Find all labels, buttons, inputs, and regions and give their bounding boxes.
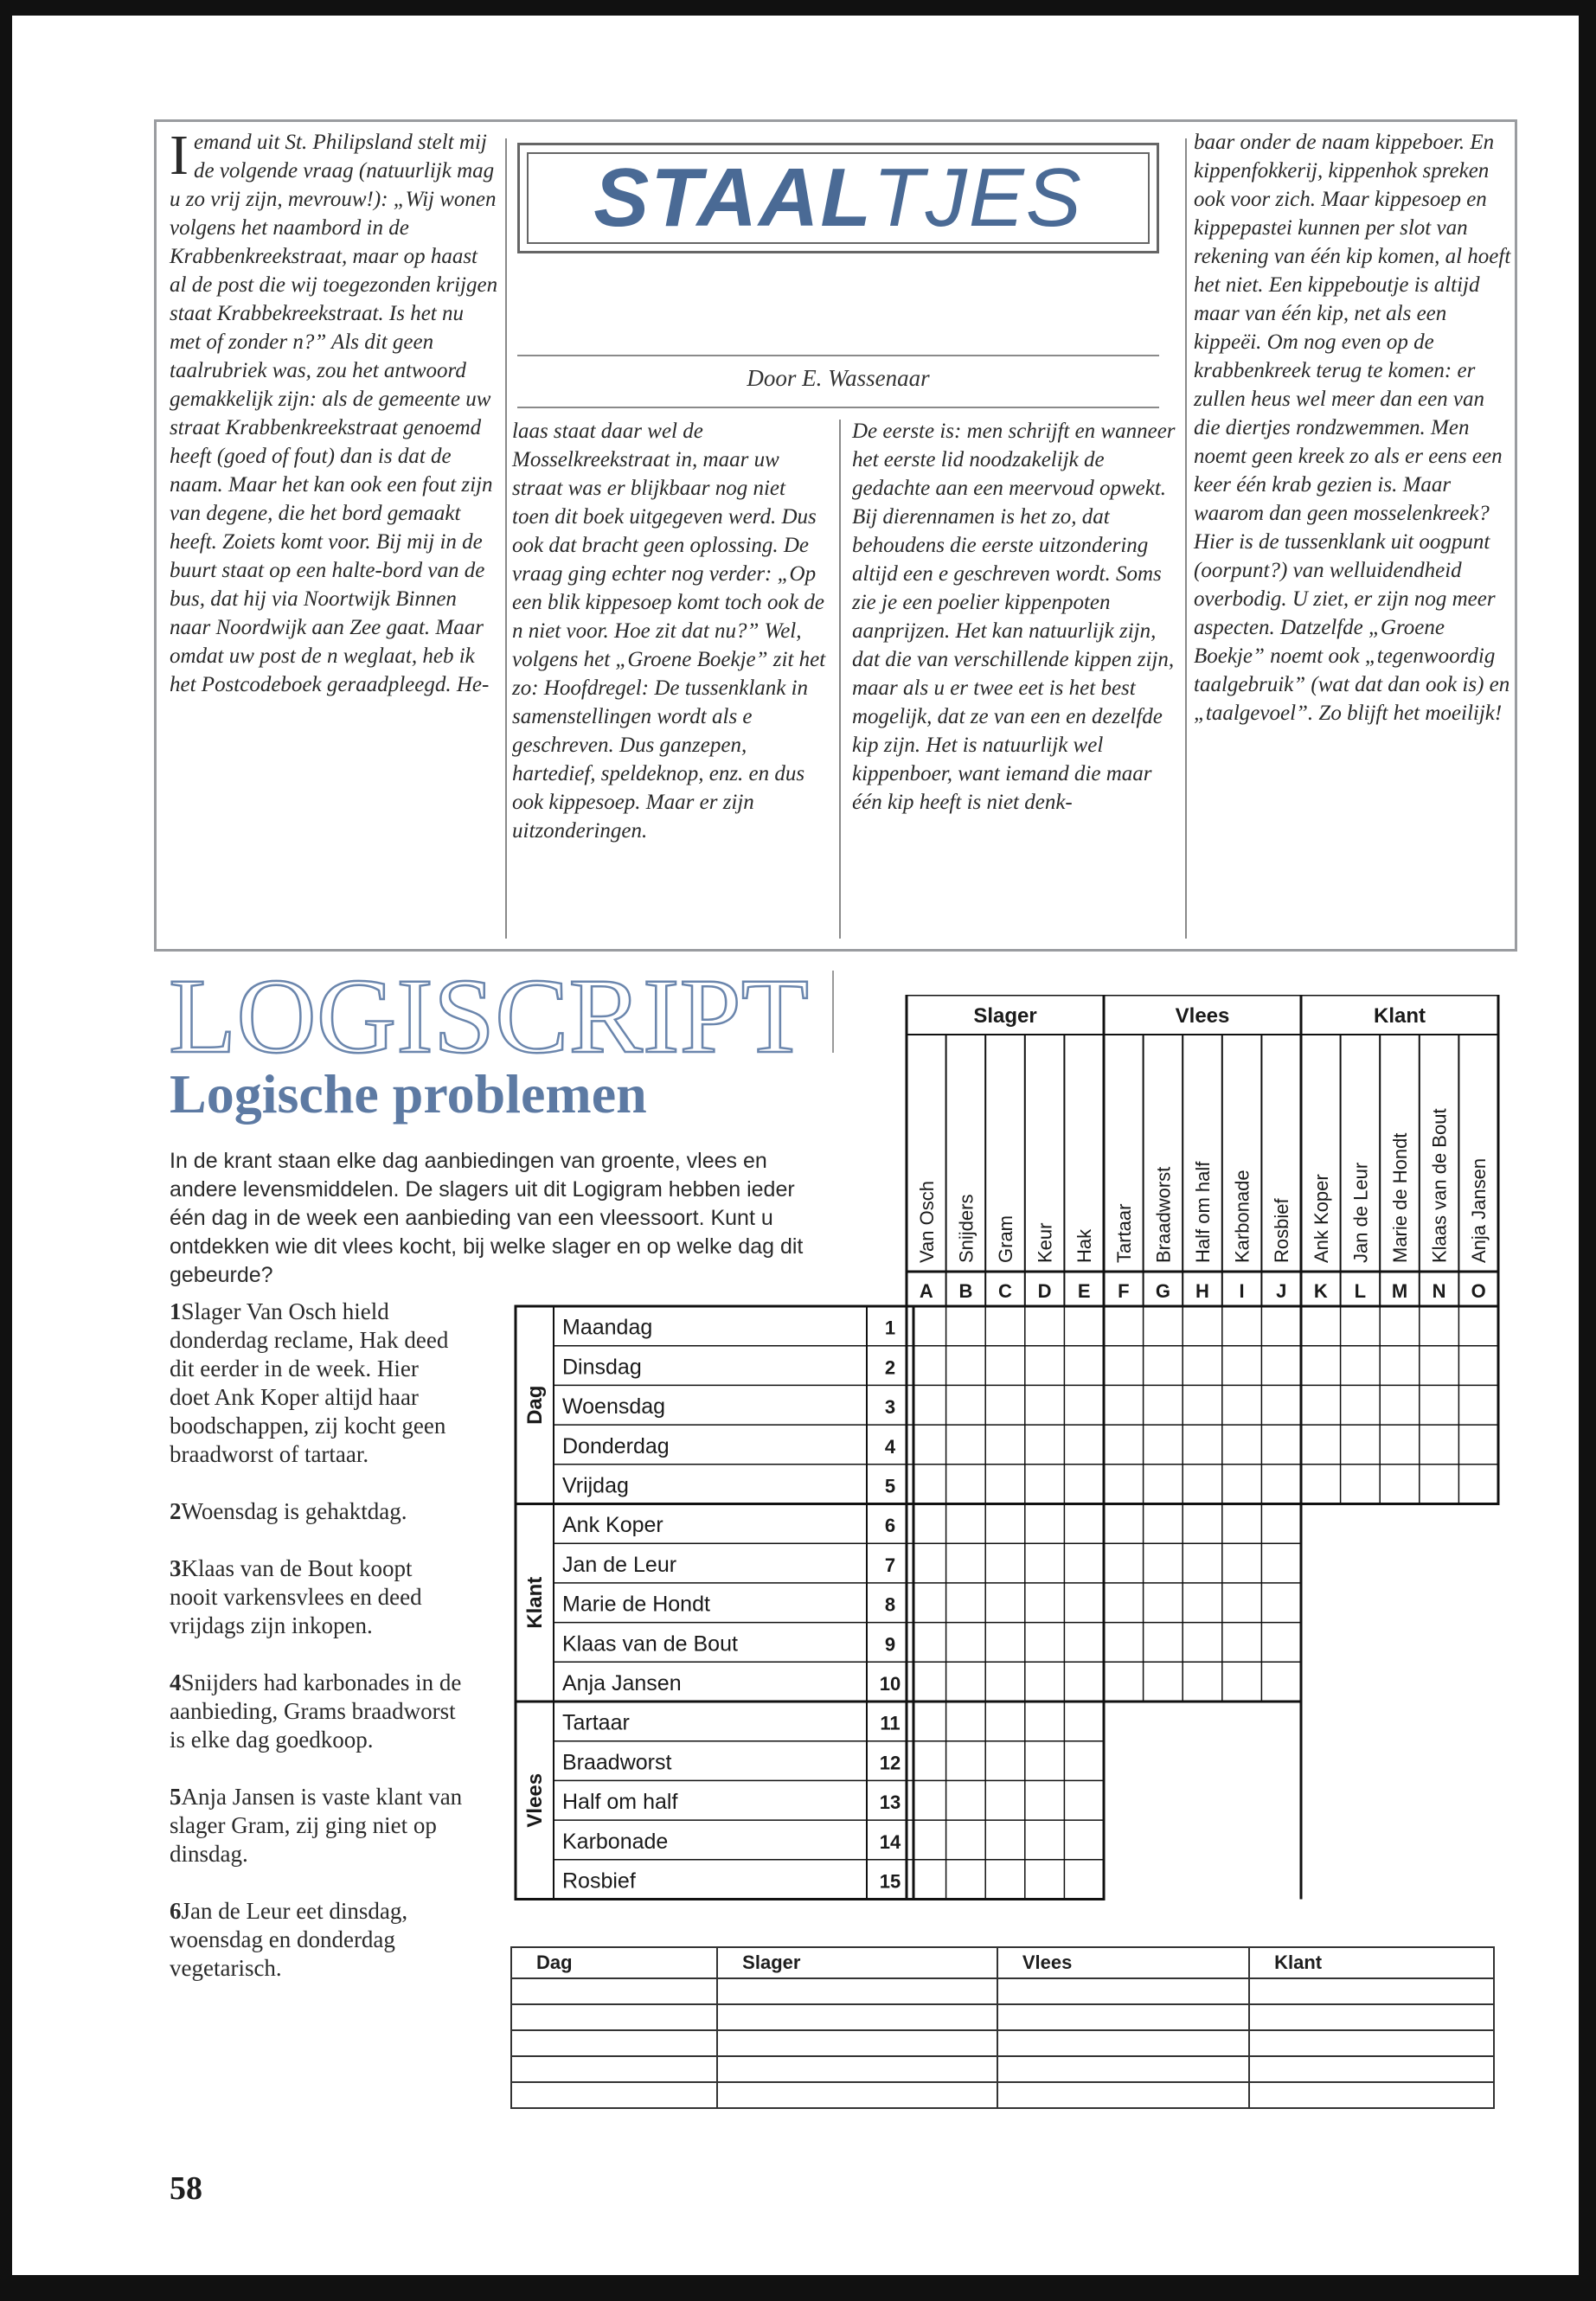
logiscript-subtitle: Logische problemen xyxy=(170,1063,647,1125)
column-letter: A xyxy=(919,1280,933,1302)
row-label: Marie de Hondt xyxy=(562,1592,710,1617)
logo-text: LOGISCRIPT xyxy=(169,962,809,1064)
answer-cell[interactable] xyxy=(511,2030,717,2056)
column-label: Gram xyxy=(995,1215,1016,1263)
column-divider xyxy=(1185,138,1187,939)
row-label: Karbonade xyxy=(562,1829,669,1854)
answer-cell[interactable] xyxy=(717,2056,997,2082)
answer-header-slager: Slager xyxy=(717,1947,997,1978)
column-divider xyxy=(839,420,841,939)
row-number: 1 xyxy=(884,1317,896,1339)
drop-cap: I xyxy=(170,124,189,187)
column-label: Half om half xyxy=(1192,1161,1214,1263)
row-number: 15 xyxy=(879,1870,901,1893)
column-letter: D xyxy=(1037,1280,1052,1302)
row-label: Jan de Leur xyxy=(562,1552,677,1577)
page-number: 58 xyxy=(170,2170,202,2207)
answer-header-vlees: Vlees xyxy=(997,1947,1249,1978)
row-number: 4 xyxy=(884,1435,896,1458)
column-label: Klaas van de Bout xyxy=(1428,1108,1451,1263)
article-column-1 xyxy=(170,124,498,699)
column-letter: H xyxy=(1195,1280,1209,1302)
answer-cell[interactable] xyxy=(511,2056,717,2082)
row-label: Vrijdag xyxy=(562,1473,629,1498)
column-letter: N xyxy=(1432,1280,1446,1302)
column-letter: G xyxy=(1155,1280,1170,1302)
staaltjes-title-box xyxy=(517,143,1159,253)
answer-cell[interactable] xyxy=(511,2082,717,2108)
row-label: Rosbief xyxy=(562,1868,636,1894)
column-1-text: emand uit St. Philipsland stelt mij de volgende vraag (natuurlijk mag u zo vrij zijn, mevrouw!): „Wij wonen volgens het naambord in de Krabbenkreekstraat, maar op haast al de post die wij toegezonden krijgen staat Krabbekreekstraat. Is het nu met of zonder n?” Als dit geen taalrubriek was, zou het antwoord gemakkelijk zijn: als de gemeente uw straat Krabbenkreekstraat genoemd heeft (goed of fout) dan is dat de naam. Maar het kan ook een fout zijn van degene, die het bord gemaakt heeft. Zoiets komt voor. Bij mij in de buurt staat op een halte-bord van de bus, dat hij via Noortwijk Binnen naar Noordwijk aan Zee gaat. Maar omdat uw post de n weglaat, heb ik het Postcodeboek geraadpleegd. He- xyxy=(170,131,498,696)
answer-table xyxy=(510,1946,1495,2109)
logiscript-intro: In de krant staan elke dag aanbiedingen van groente, vlees en andere levensmiddelen. De slagers uit dit Logigram hebben ieder één dag in de week een aanbieding van een vleessoort. Kunt u ontdekken wie dit vlees kocht, bij welke slager en op welke dag dit gebeurde? xyxy=(170,1149,804,1287)
article-column-4: baar onder de naam kippeboer. En kippenfokkerij, kippenhok spreken ook voor zich. Maar kippesoep en kippepastei kunnen per slot van rekening van één kip komen, al hoeft het niet. Een kippeboutje is altijd maar van één kip, net als een kippeëi. Om nog even op de krabbenkreek terug te komen: er zullen heus wel meer dan een van die diertjes rondzwemmen. Men noemt geen kreek zo als er eens een keer één krab gezien is. Maar waarom dan geen mosselenkreek? Hier is de tussenklank uit oogpunt (oorpunt?) van welluidendheid overbodig. U ziet, er zijn nog meer aspecten. Datzelfde „Groene Boekje” noemt ook „tegenwoordig taalgebruik” (wat dat dan ook is) en „taalgevoel”. Zo blijft het moeilijk! xyxy=(1194,131,1511,725)
row-number: 7 xyxy=(884,1554,896,1576)
row-group-label: Klant xyxy=(523,1576,547,1629)
clue-item: 6Jan de Leur eet dinsdag, woensdag en donderdag vegetarisch. xyxy=(170,1898,408,1981)
column-divider xyxy=(505,138,507,939)
logigram-grid xyxy=(509,995,1503,1912)
scan-border-right xyxy=(1579,0,1596,2301)
answer-row xyxy=(511,2030,1494,2056)
answer-row xyxy=(511,2004,1494,2030)
answer-header-dag: Dag xyxy=(511,1947,717,1978)
column-label: Van Osch xyxy=(915,1181,938,1263)
row-group-label: Vlees xyxy=(523,1772,547,1828)
row-label: Maandag xyxy=(562,1315,653,1340)
answer-table-header xyxy=(511,1947,1494,1978)
column-letter: I xyxy=(1239,1280,1245,1302)
answer-cell[interactable] xyxy=(997,2056,1249,2082)
row-number: 14 xyxy=(879,1830,901,1853)
answer-row xyxy=(511,2082,1494,2108)
column-label: Snijders xyxy=(955,1194,977,1263)
answer-cell[interactable] xyxy=(997,2082,1249,2108)
answer-cell[interactable] xyxy=(717,2004,997,2030)
title-bold-part: STAAL xyxy=(593,151,874,244)
scan-border-bottom xyxy=(0,2275,1596,2301)
row-group-label: Dag xyxy=(523,1385,547,1425)
title-rule xyxy=(517,355,1159,356)
answer-cell[interactable] xyxy=(1249,2030,1494,2056)
answer-cell[interactable] xyxy=(511,1978,717,2004)
column-letter: E xyxy=(1077,1280,1091,1302)
row-label: Donderdag xyxy=(562,1433,670,1458)
column-label: Marie de Hondt xyxy=(1389,1132,1411,1263)
article-column-2: laas staat daar wel de Mosselkreekstraat in, maar uw straat was er blijkbaar nog niet toen dit boek uitgegeven werd. Dus ook dat bracht geen oplossing. De vraag ging echter nog verder: „Op een blik kippesoep komt toch ook de n niet voor. Hoe zit dat nu?” Wel, volgens het „Groene Boekje” zit het zo: Hoofdregel: De tussenklank in samenstellingen wordt als e geschreven. Dus ganzepen, hartedief, speldeknop, enz. en dus ook kippesoep. Maar er zijn uitzonderingen. xyxy=(512,420,826,843)
row-number: 9 xyxy=(884,1633,896,1656)
scan-border-top xyxy=(0,0,1596,16)
column-label: Braadworst xyxy=(1152,1166,1175,1263)
cell-block xyxy=(907,1702,1104,1900)
clue-item: 4Snijders had karbonades in de aanbieding, Grams braadworst is elke dag goedkoop. xyxy=(170,1670,462,1753)
column-letter: C xyxy=(998,1280,1012,1302)
column-group-label: Slager xyxy=(973,1004,1037,1028)
answer-row xyxy=(511,1978,1494,2004)
column-letter: K xyxy=(1313,1280,1328,1302)
row-label: Woensdag xyxy=(562,1394,666,1420)
row-label: Ank Koper xyxy=(562,1513,663,1538)
row-label: Tartaar xyxy=(562,1710,630,1735)
byline: Door E. Wassenaar xyxy=(747,365,930,391)
row-label: Half om half xyxy=(562,1790,678,1815)
answer-row xyxy=(511,2056,1494,2082)
row-number: 11 xyxy=(880,1712,901,1734)
clue-item: 1Slager Van Osch hield donderdag reclame, Hak deed dit eerder in de week. Hier doet Ank Koper altijd haar boodschappen, zij kocht geen braadworst of tartaar. xyxy=(170,1298,449,1467)
column-label: Tartaar xyxy=(1112,1203,1135,1263)
column-letter: F xyxy=(1118,1280,1130,1302)
column-group-label: Klant xyxy=(1374,1004,1426,1028)
answer-cell[interactable] xyxy=(997,1978,1249,2004)
answer-cell[interactable] xyxy=(717,2082,997,2108)
answer-cell[interactable] xyxy=(1249,1978,1494,2004)
row-label: Klaas van de Bout xyxy=(562,1631,738,1657)
answer-cell[interactable] xyxy=(997,2030,1249,2056)
row-label: Braadworst xyxy=(562,1750,672,1775)
column-label: Karbonade xyxy=(1231,1170,1253,1263)
row-number: 5 xyxy=(884,1475,896,1497)
clue-item: 5Anja Jansen is vaste klant van slager Gram, zij ging niet op dinsdag. xyxy=(170,1784,463,1867)
title-light-part: TJES xyxy=(873,151,1083,244)
answer-cell[interactable] xyxy=(997,2004,1249,2030)
clue-item: 3Klaas van de Bout koopt nooit varkensvlees en deed vrijdags zijn inkopen. xyxy=(170,1555,422,1638)
column-letter: J xyxy=(1276,1280,1287,1302)
column-letter: L xyxy=(1354,1280,1367,1302)
column-letter: M xyxy=(1391,1280,1408,1302)
column-label: Anja Jansen xyxy=(1468,1157,1490,1263)
column-label: Keur xyxy=(1034,1222,1056,1263)
column-label: Hak xyxy=(1074,1228,1096,1263)
column-letter: O xyxy=(1471,1280,1486,1302)
scan-border-left xyxy=(0,0,12,2301)
row-number: 3 xyxy=(884,1396,896,1419)
clue-item: 2Woensdag is gehaktdag. xyxy=(170,1498,407,1524)
row-number: 2 xyxy=(884,1356,896,1379)
cell-block xyxy=(907,1306,1498,1504)
row-number: 13 xyxy=(879,1791,901,1814)
column-group-label: Vlees xyxy=(1175,1004,1230,1028)
row-label: Dinsdag xyxy=(562,1355,642,1380)
row-number: 8 xyxy=(884,1593,896,1616)
answer-cell[interactable] xyxy=(717,1978,997,2004)
column-label: Rosbief xyxy=(1271,1198,1293,1263)
row-label: Anja Jansen xyxy=(562,1671,682,1695)
answer-cell[interactable] xyxy=(1249,2004,1494,2030)
column-label: Jan de Leur xyxy=(1349,1162,1372,1263)
staaltjes-title xyxy=(527,152,1150,244)
answer-cell[interactable] xyxy=(511,2004,717,2030)
answer-cell[interactable] xyxy=(1249,2056,1494,2082)
clue-list xyxy=(170,1298,464,2011)
answer-cell[interactable] xyxy=(717,2030,997,2056)
byline-rule xyxy=(517,407,1159,408)
row-number: 6 xyxy=(884,1515,896,1537)
article-column-3: De eerste is: men schrijft en wanneer het eerste lid noodzakelijk de gedachte aan een meervoud opwekt. Bij dierennamen is het zo, dat behoudens die eerste uitzondering altijd een e geschreven wordt. Soms zie je een poelier kippenpoten aanprijzen. Het kan natuurlijk zijn, dat die van verschillende kippen zijn, maar als u er twee eet is het best mogelijk, dat ze van een en dezelfde kip zijn. Het is natuurlijk wel kippenboer, want iemand die maar één kip heeft is niet denk- xyxy=(852,420,1176,814)
column-label: Ank Koper xyxy=(1310,1174,1332,1263)
row-number: 10 xyxy=(879,1673,901,1695)
column-letter: B xyxy=(958,1280,973,1302)
answer-cell[interactable] xyxy=(1249,2082,1494,2108)
row-number: 12 xyxy=(879,1752,901,1774)
answer-header-klant: Klant xyxy=(1249,1947,1494,1978)
